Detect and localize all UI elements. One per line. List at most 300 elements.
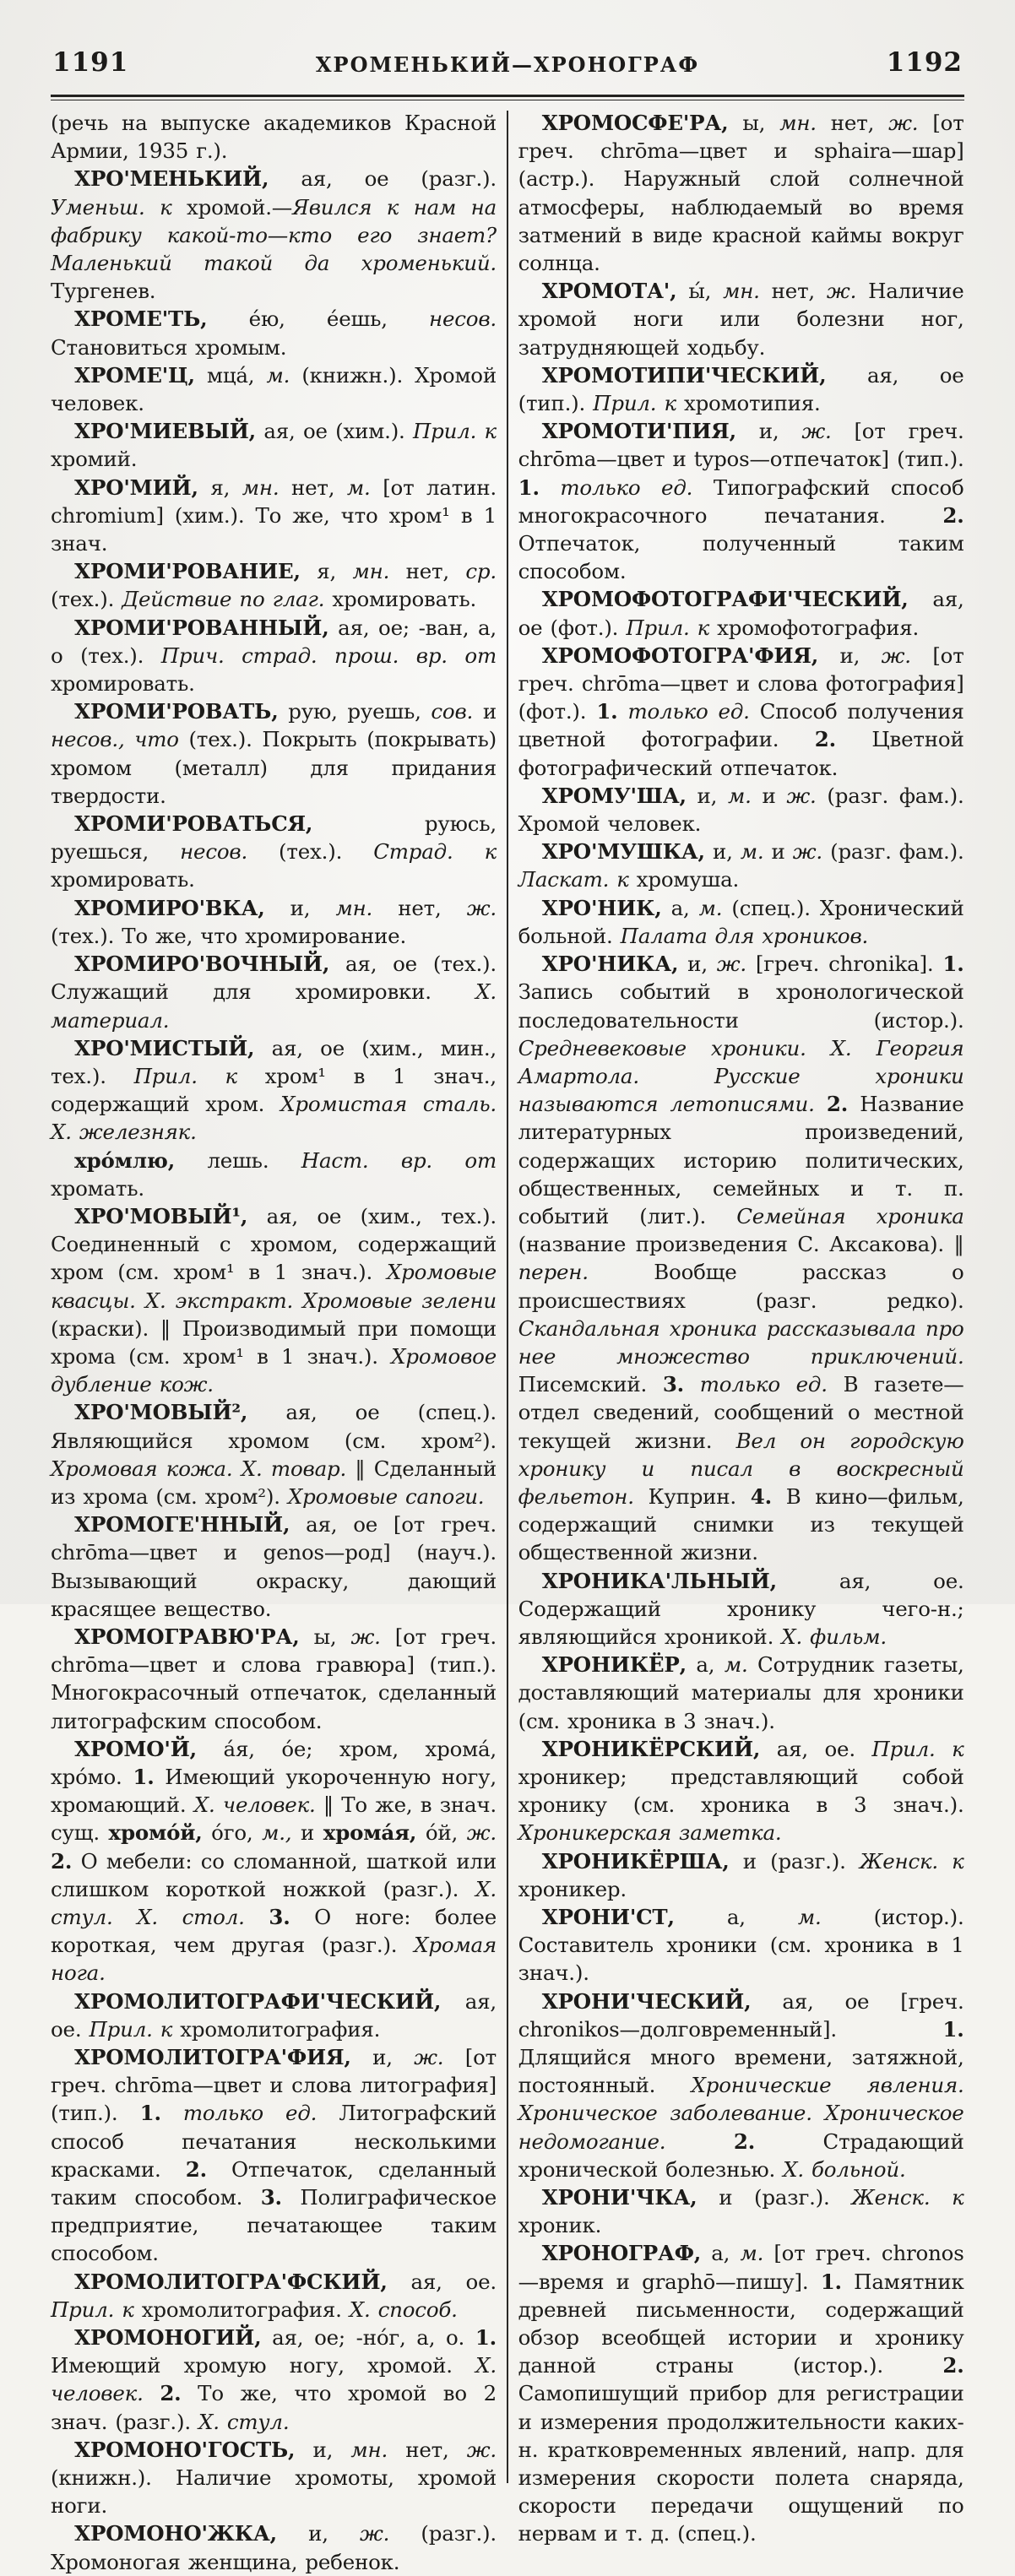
entry-text-segment: 3. — [260, 2185, 282, 2210]
entry-text-segment: м. — [740, 839, 764, 865]
entry-text-segment: м. — [698, 895, 723, 920]
entry-headword: ХРОМОТИ'ПИЯ, — [541, 419, 736, 444]
entry-text-segment: ая, ое; -но́г, а, о. — [261, 2325, 475, 2351]
entry-text-segment: мца́, — [194, 362, 267, 388]
entry-headword: ХРОМИ'РОВАННЫЙ, — [74, 615, 329, 640]
entry-text-segment: Х. больной. — [783, 2156, 906, 2182]
text-columns — [51, 109, 964, 2576]
dictionary-entry — [51, 2324, 497, 2436]
entry-text-segment: 2. — [160, 2381, 182, 2406]
dictionary-entry — [51, 1988, 497, 2043]
entry-text-segment: Цветной фотографический отпечаток. — [518, 727, 964, 780]
entry-text-segment: Способ получения цветной фотографии. — [518, 699, 964, 752]
entry-text-segment: ж. — [888, 111, 919, 135]
entry-text-segment: и, — [350, 2045, 415, 2070]
entry-text-segment: и, — [678, 952, 717, 977]
dictionary-entry — [518, 1735, 964, 1847]
entry-headword: ХРОМОГЕ'ННЫЙ, — [74, 1512, 290, 1537]
entry-text-segment: Вел он городскую хронику и писал в воскресный фельетон. — [518, 1428, 964, 1509]
entry-text-segment: Прил. к — [626, 615, 710, 640]
entry-text-segment: Хроникерская заметка. — [518, 1820, 782, 1846]
entry-text-segment: Страдающий хронической болезнью. — [518, 2129, 964, 2182]
entry-text-segment: хромировать. — [51, 671, 195, 697]
entry-text-segment: и, — [295, 2437, 351, 2462]
entry-text-segment: хромофотография. — [709, 615, 920, 640]
entry-headword: ХРОМО'Й, — [74, 1736, 197, 1761]
entry-text-segment: ая, ое [от греч. chrōma—цвет и genos—род] (науч.). Вызывающий окраску, дающий красящее вещество. — [51, 1512, 497, 1621]
entry-text-segment: м. — [724, 1652, 748, 1678]
right-column — [518, 109, 964, 2576]
entry-text-segment: 2. — [942, 502, 964, 528]
entry-text-segment: Имеющий хромую ногу, хромой. — [51, 2353, 476, 2378]
entry-text-segment: Литографский способ печатания несколькими красками. — [51, 2101, 497, 2182]
entry-text-segment — [665, 2129, 734, 2154]
entry-text-segment: ж. — [801, 419, 832, 444]
entry-headword: ХРО'МОВЫЙ¹, — [74, 1203, 248, 1228]
dictionary-entry — [518, 894, 964, 950]
entry-headword: ХРОМОНОГИЙ, — [74, 2325, 262, 2351]
entry-text-segment: сов. — [431, 699, 474, 724]
entry-text-segment: (книжн.). Наличие хромоты, хромой ноги. — [51, 2465, 497, 2519]
entry-text-segment — [618, 699, 628, 724]
entry-text-segment: хромой.— — [171, 194, 293, 220]
dictionary-entry — [518, 361, 964, 417]
entry-text-segment: Хронические явления. Хроническое заболевание. Хроническое недомогание. — [518, 2073, 964, 2154]
entry-text-segment: ж. — [716, 952, 747, 977]
dictionary-entry — [51, 305, 497, 361]
entry-headword: ХРОНИКЁР, — [541, 1652, 687, 1678]
entry-text-segment: ая, ое; -ван, а, о (тех.). — [51, 615, 497, 668]
entry-headword: ХРОМОЛИТОГРА'ФИЯ, — [74, 2045, 351, 2070]
entry-text-segment: хромировать. — [51, 867, 195, 892]
entry-text-segment: Прил. к — [133, 1063, 237, 1088]
entry-text-segment: Хромая нога. — [51, 1933, 497, 1986]
entry-headword: ХРОНИКА'ЛЬНЫЙ, — [541, 1568, 777, 1593]
dictionary-entry — [51, 614, 497, 698]
entry-text-segment: и, — [264, 895, 336, 920]
entry-text-segment: несов. — [180, 839, 248, 865]
entry-text-segment: Х. способ. — [349, 2297, 458, 2322]
entry-text-segment: м., — [262, 1820, 292, 1846]
entry-text-segment: м. — [740, 2241, 764, 2266]
dictionary-entry — [51, 894, 497, 950]
entry-text-segment: м. — [728, 783, 752, 808]
entry-text-segment: Хромовые квасцы. Х. экстракт. Хромовые зелени — [51, 1260, 497, 1313]
entry-text-segment: нет, — [389, 559, 466, 584]
entry-headword: ХРОМОСФЕ'РА, — [541, 111, 729, 135]
entry-text-segment — [161, 2101, 183, 2125]
entry-text-segment: о́го, — [202, 1820, 263, 1846]
dictionary-entry — [51, 474, 497, 558]
entry-text-segment: только ед. — [699, 1372, 828, 1397]
entry-text-segment: Х. стул. Х. стол. — [51, 1876, 497, 1929]
entry-text-segment: Длящийся много времени, затяжной, постоянный. — [518, 2045, 964, 2098]
entry-text-segment: Хромистая сталь. Х. железняк. — [51, 1092, 497, 1145]
entry-text-segment: Хромовая кожа. Х. товар. — [51, 1456, 347, 1481]
entry-text-segment: ж. — [826, 279, 857, 304]
entry-text-segment — [540, 475, 561, 500]
entry-headword: ХРО'МИСТЫЙ, — [74, 1035, 255, 1060]
entry-text-segment: Хромовое дубление кож. — [51, 1343, 497, 1397]
entry-text-segment: лешь. — [175, 1147, 301, 1173]
entry-text-segment: Х. стул. — [198, 2409, 290, 2434]
dictionary-entry — [518, 1903, 964, 1988]
dictionary-entry — [518, 2239, 964, 2547]
entry-text-segment: В газете—отдел сведений, сообщений о местной текущей жизни. — [518, 1372, 964, 1453]
entry-text-segment: и (разг.). — [729, 1848, 860, 1874]
entry-text-segment: Скандальная хроника рассказывала про нее множество приключений. — [518, 1315, 964, 1369]
dictionary-entry — [518, 782, 964, 838]
entry-text-segment: нет, — [279, 475, 347, 500]
entry-text-segment: ср. — [465, 559, 497, 584]
entry-text-segment: ы́, — [676, 279, 724, 304]
entry-headword: ХРО'МУШКА, — [541, 839, 705, 865]
entry-text-segment: Хромовые сапоги. — [287, 1483, 485, 1509]
entry-text-segment: и, — [704, 839, 741, 865]
entry-text-segment: Страд. к — [373, 839, 497, 865]
entry-text-segment: ая, ое. — [51, 1988, 497, 2042]
entry-text-segment: Полиграфическое предприятие, печатающее таким способом. — [51, 2185, 497, 2266]
entry-text-segment: мн. — [723, 279, 760, 304]
entry-text-segment: (тех.). — [51, 587, 122, 612]
entry-text-segment: ая, ое (тип.). — [518, 362, 964, 416]
entry-text-segment: ж. — [466, 2437, 497, 2462]
entry-headword: ХРОНОГРАФ, — [541, 2241, 702, 2266]
entry-headword: ХРОМИ'РОВАНИЕ, — [74, 559, 301, 584]
entry-text-segment: хромолитография. — [172, 2016, 381, 2042]
entry-text-segment: Наличие хромой ноги или болезни ног, затрудняющей ходьбу. — [518, 279, 964, 360]
entry-text-segment: ая, ое. Содержащий хронику чего-н.; являющийся хроникой. — [518, 1568, 964, 1649]
entry-text-segment: а, — [674, 1905, 798, 1929]
dictionary-entry — [51, 361, 497, 417]
entry-headword: ХРОМИ'РОВАТЬ, — [74, 699, 279, 724]
entry-text-segment: ая, ое. — [387, 2269, 497, 2294]
entry-headword: ХРОНИ'ЧЕСКИЙ, — [541, 1988, 752, 2014]
entry-headword: ХРО'МИЕВЫЙ, — [74, 419, 257, 444]
entry-headword: ХРО'МОВЫЙ², — [74, 1400, 248, 1425]
entry-text-segment: ж. — [466, 895, 497, 920]
entry-text-segment: ая, ое (фот.). — [518, 587, 964, 640]
entry-text-segment: хромий. — [51, 447, 138, 472]
entry-text-segment: Прил. — [51, 2297, 115, 2322]
entry-text-segment: Наст. вр. от — [301, 1147, 497, 1173]
entry-text-segment: [от греч. chrōma—цвет и sphaira—шар] (астр.). Наружный слой солнечной атмосферы, наблюдаемый во время затмений в виде красной каймы вокруг солнца. — [518, 111, 964, 276]
entry-text-segment: 3. — [269, 1905, 290, 1929]
entry-text-segment: ‖ То же, в знач. сущ. — [51, 1792, 497, 1846]
entry-text-segment: только ед. — [182, 2101, 318, 2126]
entry-headword: ХРО'НИК, — [541, 895, 662, 920]
dictionary-entry — [51, 1398, 497, 1510]
entry-text-segment: руюсь, руешься, — [51, 811, 497, 865]
entry-text-segment: ая, ое (хим., мин., тех.). — [51, 1035, 497, 1088]
entry-text-segment: Писемский. — [518, 1372, 663, 1397]
entry-text-segment: ы, — [299, 1624, 351, 1649]
entry-text-segment: перен. — [518, 1260, 589, 1285]
header-double-rule — [51, 95, 964, 100]
entry-headword: ХРО'МИЙ, — [74, 475, 198, 500]
entry-text-segment: хромотипия. — [676, 391, 821, 416]
dictionary-entry — [51, 950, 497, 1034]
dictionary-entry — [51, 1034, 497, 1147]
entry-text-segment: хромать. — [51, 1175, 144, 1201]
entry-text-segment: а, — [701, 2241, 741, 2266]
entry-text-segment: [от греч. chronos—время и graphō—пишу]. — [518, 2241, 964, 2294]
entry-text-segment: Запись событий в хронологической последовательности (истор.). — [518, 979, 964, 1033]
entry-headword: ХРОМОЛИТОГРА'ФСКИЙ, — [74, 2269, 388, 2294]
entry-text-segment: мн. — [350, 2437, 388, 2462]
entry-text-segment: мн. — [242, 475, 280, 500]
entry-text-segment: м. — [797, 1905, 822, 1929]
entry-headword: ХРОМИРО'ВКА, — [74, 895, 265, 920]
entry-text-segment: Тургенев. — [51, 279, 156, 304]
page-number-right: 1192 — [886, 47, 963, 78]
entry-text-segment: (спец.). Хронический больной. — [518, 895, 964, 948]
entry-text-segment: хрома́я, — [323, 1820, 417, 1846]
entry-text-segment: ая, ое. — [760, 1736, 872, 1761]
entry-text-segment: (тех.). — [247, 839, 374, 865]
entry-headword: ХРОНИКЁРША, — [541, 1848, 730, 1874]
entry-text-segment — [114, 2297, 122, 2322]
entry-text-segment: Куприн. — [633, 1483, 751, 1509]
column-divider-rule — [507, 111, 508, 2483]
entry-text-segment: 1. — [942, 2016, 964, 2042]
entry-headword: ХРОМОФОТОГРАФИ'ЧЕСКИЙ, — [541, 587, 909, 612]
dictionary-entry — [518, 950, 964, 1566]
entry-text-segment: ы, — [728, 111, 780, 135]
entry-text-segment: (краски). ‖ Производимый при помощи хрома (см. хром¹ в 1 знач.). — [51, 1315, 497, 1369]
dictionary-entry — [518, 585, 964, 641]
entry-text-segment: м. — [346, 475, 371, 500]
entry-text-segment: [от латин. chromium] (хим.). То же, что хром¹ в 1 знач. — [51, 475, 497, 556]
dictionary-entry — [518, 2183, 964, 2239]
entry-text-segment: [от греч. chrōma—цвет и слова гравюра] (тип.). Многокрасочный отпечаток, сделанный литографским способом. — [51, 1624, 497, 1733]
entry-headword: ХРОМЕ'ТЬ, — [74, 306, 208, 332]
entry-text-segment: и (разг.). — [697, 2185, 852, 2210]
entry-text-segment: (тех.). Покрыть (покрывать) хромом (металл) для придания твердости. — [51, 727, 497, 808]
running-head-title: ХРОМЕНЬКИЙ—ХРОНОГРАФ — [315, 52, 700, 77]
entry-text-segment: хромо́й, — [108, 1820, 203, 1846]
entry-text-segment: а́я, о́е; хром, хрома́, хро́мо. — [51, 1736, 497, 1789]
entry-text-segment: Самопишущий прибор для регистрации и измерения продолжительности каких-н. кратковременных явлений, напр. для измерения скорости полета снаряда, скорости передачи ощущений по нервам и т. д. (спец.). — [518, 2381, 964, 2546]
entry-text-segment: я, — [198, 475, 242, 500]
dictionary-entry — [518, 277, 964, 361]
entry-headword: ХРОМИ'РОВАТЬСЯ, — [74, 811, 313, 837]
entry-text-segment: несов., что — [51, 727, 179, 752]
entry-text-segment: хромуша. — [628, 867, 740, 892]
entry-text-segment: (речь на выпуске академиков Красной Армии, 1935 г.). — [51, 111, 497, 164]
entry-text-segment: мн. — [335, 895, 373, 920]
entry-text-segment: и — [763, 839, 793, 865]
entry-text-segment: 1. — [820, 2269, 842, 2294]
entry-text-segment: хроникер. — [518, 1876, 627, 1901]
dictionary-entry — [51, 109, 497, 165]
entry-text-segment: несов. — [429, 306, 497, 332]
entry-text-segment: 2. — [51, 1848, 73, 1874]
entry-text-segment: и, — [818, 643, 882, 668]
entry-text-segment: Женск. к — [851, 2185, 964, 2210]
entry-text-segment: Прил. к — [89, 2016, 173, 2042]
entry-headword: ХРО'МЕНЬКИЙ, — [74, 166, 269, 192]
entry-text-segment: к — [122, 2297, 134, 2322]
entry-headword: ХРОНИ'СТ, — [541, 1905, 675, 1929]
entry-text-segment: е́ю, е́ешь, — [207, 306, 430, 332]
entry-text-segment: То же, что хромой во 2 знач. (разг.). — [51, 2381, 497, 2434]
entry-text-segment: (книжн.). Хромой человек. — [51, 362, 497, 416]
entry-text-segment: 1. — [139, 2101, 161, 2126]
entry-headword: ХРОМОЛИТОГРАФИ'ЧЕСКИЙ, — [74, 1988, 442, 2014]
entry-text-segment: Прил. к — [413, 419, 497, 444]
entry-text-segment: ж. — [359, 2521, 390, 2546]
entry-text-segment: Прил. к — [871, 1736, 964, 1761]
entry-text-segment: Явился к нам на фабрику какой-то—кто его знает? Маленький такой да хроменький. — [51, 194, 497, 276]
dictionary-entry — [518, 1651, 964, 1735]
entry-text-segment: ‖ Сделанный из хрома (см. хром²). — [51, 1456, 497, 1509]
entry-text-segment: ая, ое [греч. chronikos—долговременный]. — [518, 1988, 964, 2042]
entry-text-segment: Имеющий укороченную ногу, хромающий. — [51, 1764, 497, 1818]
entry-text-segment: Х. фильм. — [781, 1624, 887, 1649]
entry-text-segment — [684, 1372, 700, 1396]
dictionary-entry — [51, 2043, 497, 2268]
entry-text-segment: хроникер; представляющий собой хронику (см. хроника в 3 знач.). — [518, 1764, 964, 1818]
dictionary-entry — [51, 810, 497, 894]
entry-text-segment: [от греч. chrōma—цвет и слова литография] (тип.). — [51, 2045, 497, 2126]
entry-text-segment: 2. — [826, 1092, 849, 1117]
entry-text-segment: Х. человек. — [193, 1792, 316, 1818]
dictionary-entry — [51, 1202, 497, 1398]
dictionary-entry — [51, 2519, 497, 2575]
entry-text-segment: Название литературных произведений, содержащих историю политических, общественных, семейных и т. п. событий (лит.). — [518, 1092, 964, 1228]
entry-text-segment: хромировать. — [324, 587, 477, 612]
entry-text-segment: 2. — [733, 2129, 756, 2154]
dictionary-entry — [51, 697, 497, 810]
entry-text-segment: ж. — [786, 783, 817, 808]
dictionary-entry — [518, 642, 964, 782]
dictionary-entry — [51, 165, 497, 305]
entry-text-segment: а, — [686, 1652, 725, 1678]
entry-text-segment: а, — [661, 895, 699, 920]
entry-headword: ХРОМИРО'ВОЧНЫЙ, — [74, 952, 330, 977]
entry-text-segment: ая, ое (хим., тех.). Соединенный с хромом, содержащий хром (см. хром¹ в 1 знач.). — [51, 1203, 497, 1285]
entry-text-segment — [245, 1905, 269, 1929]
entry-text-segment: (разг. фам.). Хромой человек. — [518, 783, 964, 837]
entry-text-segment: Памятник древней письменности, содержащий обзор всеобщей истории и хронику данной страны (истор.). — [518, 2269, 964, 2378]
dictionary-entry — [518, 417, 964, 585]
entry-headword: ХРОМОФОТОГРА'ФИЯ, — [541, 643, 819, 668]
entry-text-segment: Семейная хроника — [736, 1203, 964, 1228]
entry-text-segment: Сотрудник газеты, доставляющий материалы для хроники (см. хроника в 3 знач.). — [518, 1652, 964, 1733]
page-number-left: 1191 — [52, 47, 129, 78]
entry-text-segment: 3. — [662, 1372, 684, 1397]
dictionary-entry — [51, 557, 497, 613]
entry-text-segment: Отпечаток, сделанный таким способом. — [51, 2156, 497, 2210]
entry-text-segment: ж. — [350, 1624, 381, 1649]
entry-text-segment: хром¹ в 1 знач., содержащий хром. — [51, 1063, 497, 1117]
dictionary-entry — [518, 1567, 964, 1651]
entry-text-segment: Х. материал. — [51, 979, 497, 1033]
entry-text-segment: мн. — [779, 111, 817, 135]
entry-text-segment: В кино—фильм, содержащий снимки из текущей общественной жизни. — [518, 1483, 964, 1565]
entry-text-segment: 4. — [750, 1483, 772, 1509]
entry-text-segment: (тех.). То же, что хромирование. — [51, 923, 407, 948]
entry-text-segment: нет, — [388, 2437, 467, 2462]
entry-text-segment: Отпечаток, полученный таким способом. — [518, 531, 964, 584]
dictionary-entry — [51, 2436, 497, 2520]
dictionary-entry — [518, 838, 964, 893]
entry-text-segment: 1. — [942, 952, 964, 977]
entry-headword: ХРОНИ'ЧКА, — [541, 2185, 697, 2210]
dictionary-entry — [51, 1735, 497, 1988]
entry-text-segment: м. — [266, 362, 290, 388]
entry-text-segment: 1. — [518, 475, 540, 500]
entry-text-segment: 1. — [475, 2325, 497, 2351]
entry-text-segment: Прич. страд. прош. вр. от — [160, 643, 497, 668]
entry-text-segment: ая, ое (тех.). Служащий для хромировки. — [51, 952, 497, 1005]
entry-text-segment: только ед. — [560, 475, 693, 500]
entry-text-segment: О ноге: более короткая, чем другая (разг.). — [51, 1905, 497, 1958]
entry-headword: ХРО'НИКА, — [541, 952, 679, 977]
entry-text-segment: нет, — [759, 279, 827, 304]
entry-text-segment: Палата для хроников. — [620, 923, 869, 948]
entry-headword: ХРОМОТИПИ'ЧЕСКИЙ, — [541, 362, 827, 388]
entry-text-segment: ая, ое (разг.). — [269, 166, 497, 192]
dictionary-entry — [518, 1988, 964, 2183]
entry-text-segment: рую, руешь, — [278, 699, 432, 724]
entry-text-segment: и — [473, 699, 497, 724]
entry-text-segment: ж. — [414, 2045, 444, 2070]
entry-text-segment: Средневековые хроники. Х. Георгия Амартола. Русские хроники называются летописями. — [518, 1035, 964, 1117]
entry-text-segment: нет, — [372, 895, 467, 920]
entry-text-segment: я, — [300, 559, 353, 584]
entry-text-segment: и, — [735, 419, 802, 444]
entry-headword: ХРОМОГРАВЮ'РА, — [74, 1624, 300, 1649]
entry-headword: ХРОМУ'ША, — [541, 783, 687, 808]
entry-text-segment: Х. человек. — [51, 2353, 497, 2406]
dictionary-entry — [51, 2268, 497, 2324]
entry-text-segment: Прил. к — [593, 391, 676, 416]
dictionary-entry — [518, 109, 964, 277]
entry-text-segment: [от греч. chrōma—цвет и typos—отпечаток] (тип.). — [518, 419, 964, 472]
dictionary-entry — [51, 417, 497, 473]
entry-text-segment: нет, — [816, 111, 889, 135]
entry-text-segment: мн. — [352, 559, 390, 584]
entry-headword: ХРОМОТА', — [541, 279, 677, 304]
entry-text-segment: Типографский способ многокрасочного печатания. — [518, 475, 964, 528]
entry-text-segment: ая, ое (хим.). — [256, 419, 413, 444]
entry-headword: ХРОМЕ'Ц, — [74, 362, 195, 388]
entry-text-segment: (разг. фам.). — [822, 839, 964, 865]
entry-text-segment — [815, 1092, 827, 1116]
entry-text-segment: 1. — [133, 1764, 155, 1789]
entry-text-segment: и, — [276, 2521, 360, 2546]
entry-text-segment: только ед. — [627, 699, 750, 724]
entry-text-segment: (разг.). Хромоногая женщина, ребенок. — [51, 2521, 497, 2574]
left-column — [51, 109, 497, 2576]
entry-text-segment — [144, 2381, 160, 2405]
entry-text-segment: Становиться хромым. — [51, 334, 287, 360]
entry-text-segment: 2. — [942, 2353, 964, 2378]
entry-text-segment: Действие по глаг. — [122, 587, 325, 612]
entry-text-segment: ж. — [792, 839, 823, 865]
dictionary-entry — [51, 1623, 497, 1735]
entry-text-segment: и, — [686, 783, 729, 808]
entry-text-segment: и — [751, 783, 787, 808]
entry-text-segment: [греч. chronika]. — [746, 952, 943, 977]
entry-text-segment: хроник. — [518, 2213, 602, 2238]
entry-text-segment: Вообще рассказ о происшествиях (разг. редко). — [518, 1260, 964, 1313]
entry-text-segment: 2. — [185, 2156, 207, 2182]
entry-text-segment: ж. — [466, 1820, 497, 1846]
entry-text-segment: [от греч. chrōma—цвет и слова фотография] (фот.). — [518, 643, 964, 724]
